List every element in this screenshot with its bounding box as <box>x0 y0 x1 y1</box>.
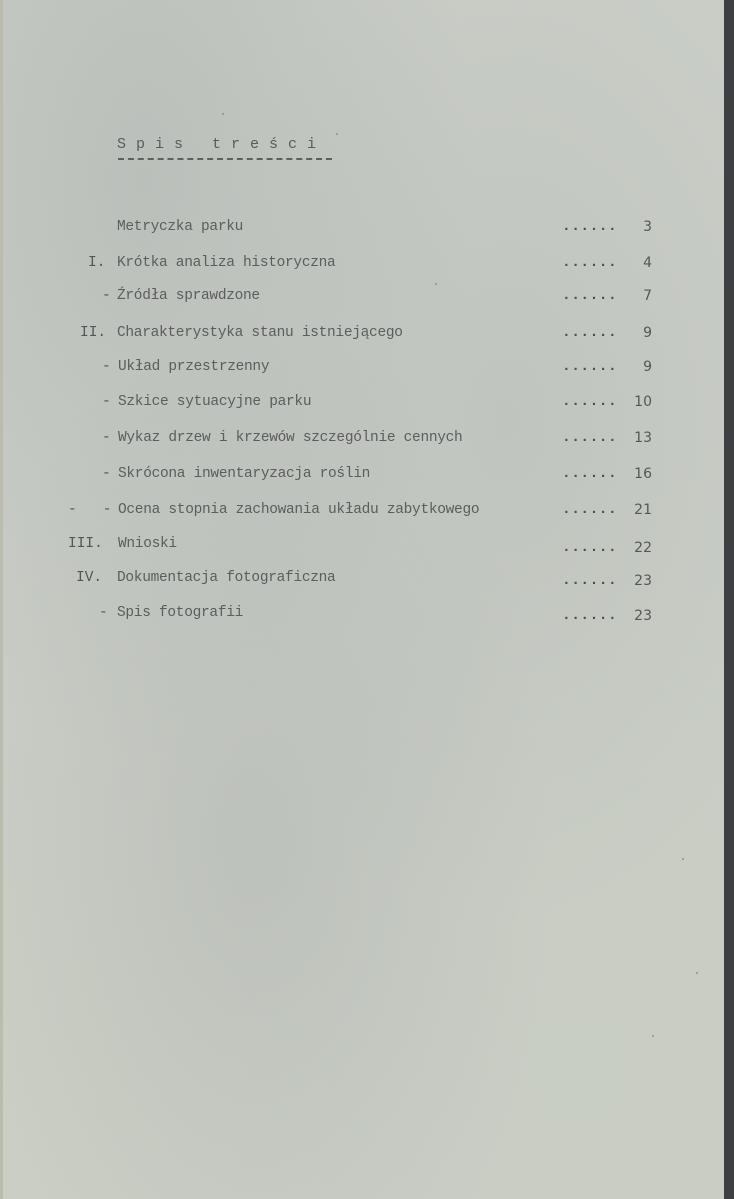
toc-section-number: II. <box>80 325 107 341</box>
toc-bullet-dash: - <box>99 605 108 621</box>
page-title: S p i s t r e ś c i <box>117 136 317 153</box>
toc-entry-title: Spis fotografii <box>117 605 244 621</box>
toc-section-number: I. <box>88 255 106 271</box>
leader-dots: ...... <box>562 394 618 410</box>
toc-entry <box>0 255 724 277</box>
toc-entry-title: Ocena stopnia zachowania układu zabytkowego <box>118 502 480 518</box>
leader-dots: ...... <box>562 219 618 235</box>
title-underline <box>118 158 332 160</box>
leader-dots: ...... <box>562 325 618 341</box>
toc-entry-title: Źródła sprawdzone <box>117 288 260 304</box>
toc-page-number: 9 <box>643 359 652 375</box>
paper-speck <box>652 1035 654 1037</box>
leader-dots: ...... <box>562 466 618 482</box>
leader-dots: ...... <box>562 430 618 446</box>
toc-bullet-dash: - <box>102 430 111 446</box>
toc-page-number: 13 <box>634 430 652 446</box>
toc-page-number: 4 <box>643 255 652 271</box>
toc-entry-title: Układ przestrzenny <box>118 359 270 375</box>
toc-entry-title: Wnioski <box>118 536 177 552</box>
toc-bullet-dash: - <box>102 359 111 375</box>
leader-dots: ...... <box>562 359 618 375</box>
leader-dots: ...... <box>562 502 618 518</box>
toc-entry-title: Metryczka parku <box>117 219 244 235</box>
toc-entry-title: Wykaz drzew i krzewów szczególnie cennych <box>118 430 463 446</box>
toc-entry-title: Dokumentacja fotograficzna <box>117 570 336 586</box>
toc-bullet-dash: - - <box>68 502 112 518</box>
leader-dots: ...... <box>562 255 618 271</box>
toc-entry <box>0 502 724 524</box>
leader-dots: ...... <box>562 288 618 304</box>
toc-page-number: 7 <box>643 288 652 304</box>
toc-entry-title: Krótka analiza historyczna <box>117 255 336 271</box>
paper-speck <box>336 133 338 135</box>
toc-page-number: 21 <box>634 502 652 518</box>
toc-page-number: 23 <box>634 573 652 589</box>
toc-entry <box>0 466 724 488</box>
toc-page-number: 16 <box>634 466 652 482</box>
toc-entry <box>0 219 724 241</box>
paper-speck <box>682 858 684 860</box>
toc-page-number: 10 <box>634 394 652 410</box>
toc-entry <box>0 570 724 592</box>
toc-page-number: 22 <box>634 540 652 556</box>
toc-page-number: 3 <box>643 219 652 235</box>
toc-entry <box>0 359 724 381</box>
leader-dots: ...... <box>562 540 618 556</box>
leader-dots: ...... <box>562 608 618 624</box>
toc-entry <box>0 605 724 627</box>
toc-entry-title: Szkice sytuacyjne parku <box>118 394 312 410</box>
toc-entry <box>0 394 724 416</box>
toc-section-number: III. <box>68 536 103 552</box>
paper-speck <box>435 283 437 285</box>
toc-page-number: 9 <box>643 325 652 341</box>
toc-page-number: 23 <box>634 608 652 624</box>
toc-entry <box>0 536 724 558</box>
toc-bullet-dash: - <box>102 288 111 304</box>
toc-entry <box>0 288 724 310</box>
toc-entry-title: Charakterystyka stanu istniejącego <box>117 325 403 341</box>
toc-entry-title: Skrócona inwentaryzacja roślin <box>118 466 371 482</box>
toc-section-number: IV. <box>76 570 103 586</box>
paper-speck <box>222 113 224 115</box>
toc-bullet-dash: - <box>102 466 111 482</box>
toc-entry <box>0 430 724 452</box>
toc-entry <box>0 325 724 347</box>
paper-speck <box>696 972 698 974</box>
toc-bullet-dash: - <box>102 394 111 410</box>
leader-dots: ...... <box>562 573 618 589</box>
